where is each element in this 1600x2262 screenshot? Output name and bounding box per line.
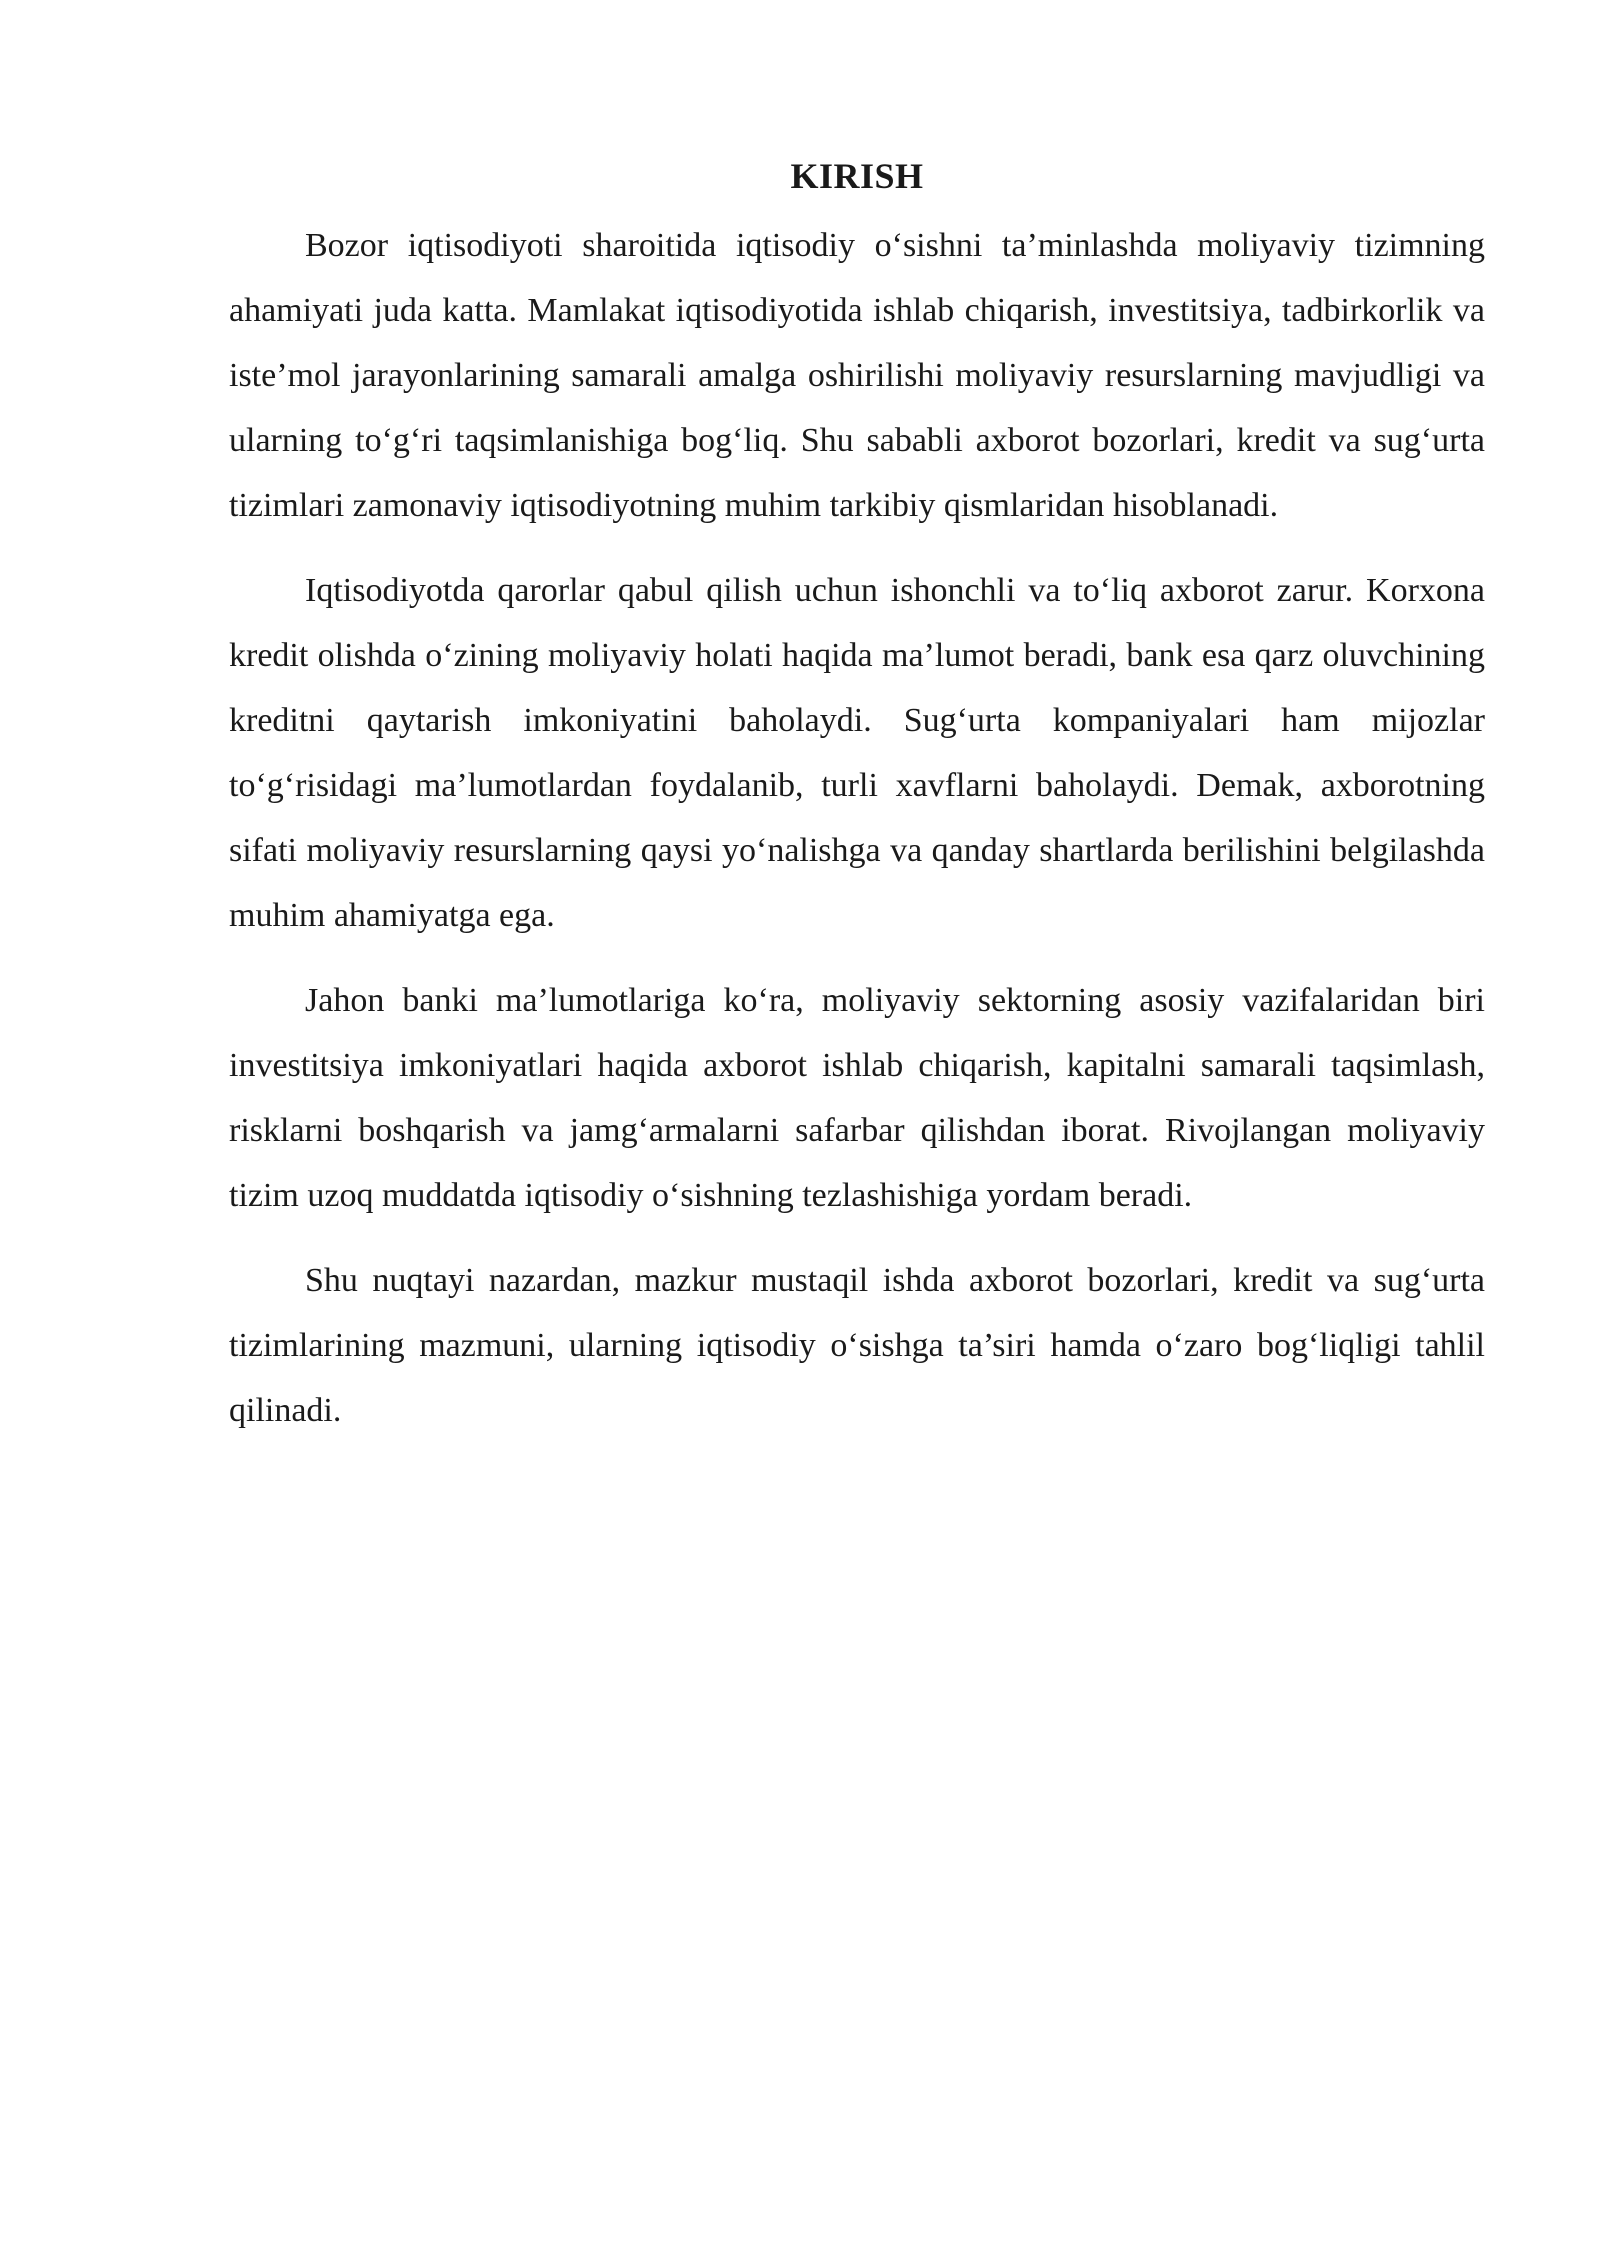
document-body <box>229 145 1485 1463</box>
paragraph-3: Jahon banki ma’lumotlariga ko‘ra, moliyaviy sektorning asosiy vazifalaridan biri investitsiya imkoniyatlari haqida axborot ishlab chiqarish, kapitalni samarali taqsimlash, risklarni boshqarish va jamg‘armalarni safarbar qilishdan iborat. Rivojlangan moliyaviy tizim uzoq muddatda iqtisodiy o‘sishning tezlashishiga yordam beradi. <box>229 982 1485 1214</box>
paragraph-1: Bozor iqtisodiyoti sharoitida iqtisodiy o‘sishni ta’minlashda moliyaviy tizimning ahamiyati juda katta. Mamlakat iqtisodiyotida ishlab chiqarish, investitsiya, tadbirkorlik va iste’mol jarayonlarining samarali amalga oshirilishi moliyaviy resurslarning mavjudligi va ularning to‘g‘ri taqsimlanishiga bog‘liq. Shu sababli axborot bozorlari, kredit va sug‘urta tizimlari zamonaviy iqtisodiyotning muhim tarkibiy qismlaridan hisoblanadi. <box>229 227 1485 524</box>
paragraph-4: Shu nuqtayi nazardan, mazkur mustaqil ishda axborot bozorlari, kredit va sug‘urta tizimlarining mazmuni, ularning iqtisodiy o‘sishga ta’siri hamda o‘zaro bog‘liqligi tahlil qilinadi. <box>229 1262 1485 1429</box>
paragraph-2: Iqtisodiyotda qarorlar qabul qilish uchun ishonchli va to‘liq axborot zarur. Korxona kredit olishda o‘zining moliyaviy holati haqida ma’lumot beradi, bank esa qarz oluvchining kreditni qaytarish imkoniyatini baholaydi. Sug‘urta kompaniyalari ham mijozlar to‘g‘risidagi ma’lumotlardan foydalanib, turli xavflarni baholaydi. Demak, axborotning sifati moliyaviy resurslarning qaysi yo‘nalishga va qanday shartlarda berilishini belgilashda muhim ahamiyatga ega. <box>229 572 1485 934</box>
section-title: KIRISH <box>790 156 924 196</box>
